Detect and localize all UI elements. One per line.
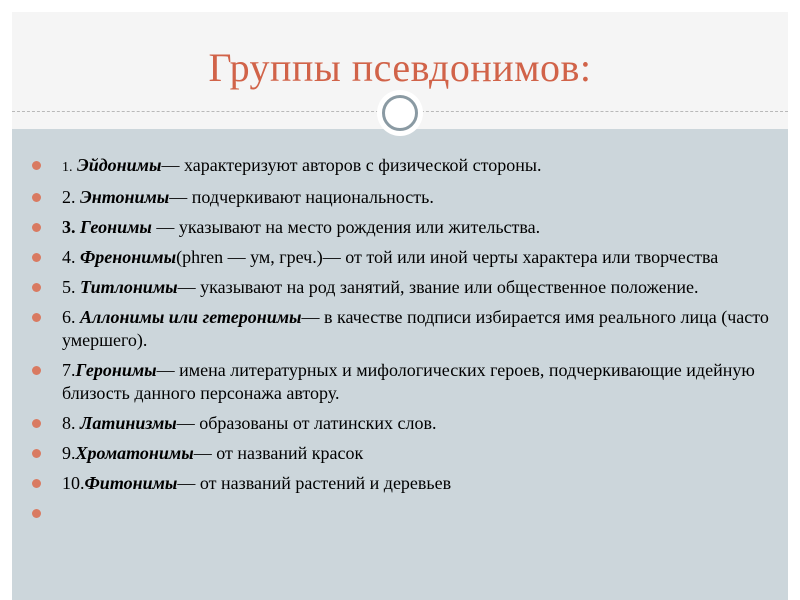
bullet-icon bbox=[32, 479, 41, 488]
item-term: Энтонимы bbox=[80, 187, 170, 207]
bullet-icon bbox=[32, 366, 41, 375]
bottom-bar bbox=[12, 588, 788, 600]
item-number: 1. bbox=[62, 160, 73, 175]
list-item bbox=[32, 216, 772, 239]
slide-title: Группы псевдонимов: bbox=[208, 45, 592, 90]
circle-ring-icon bbox=[382, 95, 418, 131]
list-item bbox=[32, 472, 772, 495]
item-description: — подчеркивают национальность. bbox=[169, 187, 434, 207]
list-item bbox=[32, 186, 772, 209]
slide bbox=[12, 12, 788, 588]
bullet-icon bbox=[32, 223, 41, 232]
item-term: Френонимы bbox=[80, 247, 177, 267]
item-term: Титлонимы bbox=[80, 277, 178, 297]
bullet-icon bbox=[32, 193, 41, 202]
circle-ornament-icon bbox=[377, 90, 423, 136]
bullet-icon bbox=[32, 419, 41, 428]
item-term: Эйдонимы bbox=[77, 155, 162, 175]
list-item bbox=[32, 412, 772, 435]
item-term: Хроматонимы bbox=[75, 443, 194, 463]
bullet-icon bbox=[32, 283, 41, 292]
item-term: Латинизмы bbox=[80, 413, 177, 433]
list-item bbox=[32, 246, 772, 269]
list-item bbox=[32, 359, 772, 405]
bullet-icon bbox=[32, 509, 41, 518]
item-description: (phren — ум, греч.)— от той или иной черты характера или творчества bbox=[176, 247, 719, 267]
list-item bbox=[32, 442, 772, 465]
bullet-icon bbox=[32, 253, 41, 262]
item-description: — от названий красок bbox=[193, 443, 364, 463]
item-number: 4. bbox=[62, 247, 76, 267]
item-number: 10. bbox=[62, 473, 85, 493]
empty-list-item bbox=[32, 502, 772, 522]
item-description: — в качестве подписи избирается имя реального лица (часто умершего). bbox=[62, 307, 769, 350]
content-panel bbox=[12, 129, 788, 588]
item-number: 3. bbox=[62, 217, 76, 237]
item-description: — указывают на род занятий, звание или общественное положение. bbox=[177, 277, 699, 297]
pseudonym-list bbox=[32, 154, 772, 529]
item-description: — образованы от латинских слов. bbox=[176, 413, 437, 433]
list-item bbox=[32, 154, 772, 179]
list-item bbox=[32, 276, 772, 299]
item-term: Фитонимы bbox=[84, 473, 178, 493]
item-term: Геонимы bbox=[80, 217, 152, 237]
item-number: 8. bbox=[62, 413, 76, 433]
item-term: Аллонимы или гетеронимы bbox=[80, 307, 302, 327]
bullet-icon bbox=[32, 449, 41, 458]
item-term: Геронимы bbox=[75, 360, 157, 380]
item-description: — от названий растений и деревьев bbox=[177, 473, 452, 493]
item-number: 7. bbox=[62, 360, 76, 380]
item-number: 2. bbox=[62, 187, 76, 207]
item-description: — указывают на место рождения или жительства. bbox=[151, 217, 541, 237]
item-description: — характеризуют авторов с физической стороны. bbox=[161, 155, 542, 175]
bullet-icon bbox=[32, 161, 41, 170]
item-number: 6. bbox=[62, 307, 76, 327]
bullet-icon bbox=[32, 313, 41, 322]
item-number: 5. bbox=[62, 277, 76, 297]
item-number: 9. bbox=[62, 443, 76, 463]
list-item bbox=[32, 306, 772, 352]
item-description: — имена литературных и мифологических героев, подчеркивающие идейную близость данного персонажа автору. bbox=[62, 360, 755, 403]
